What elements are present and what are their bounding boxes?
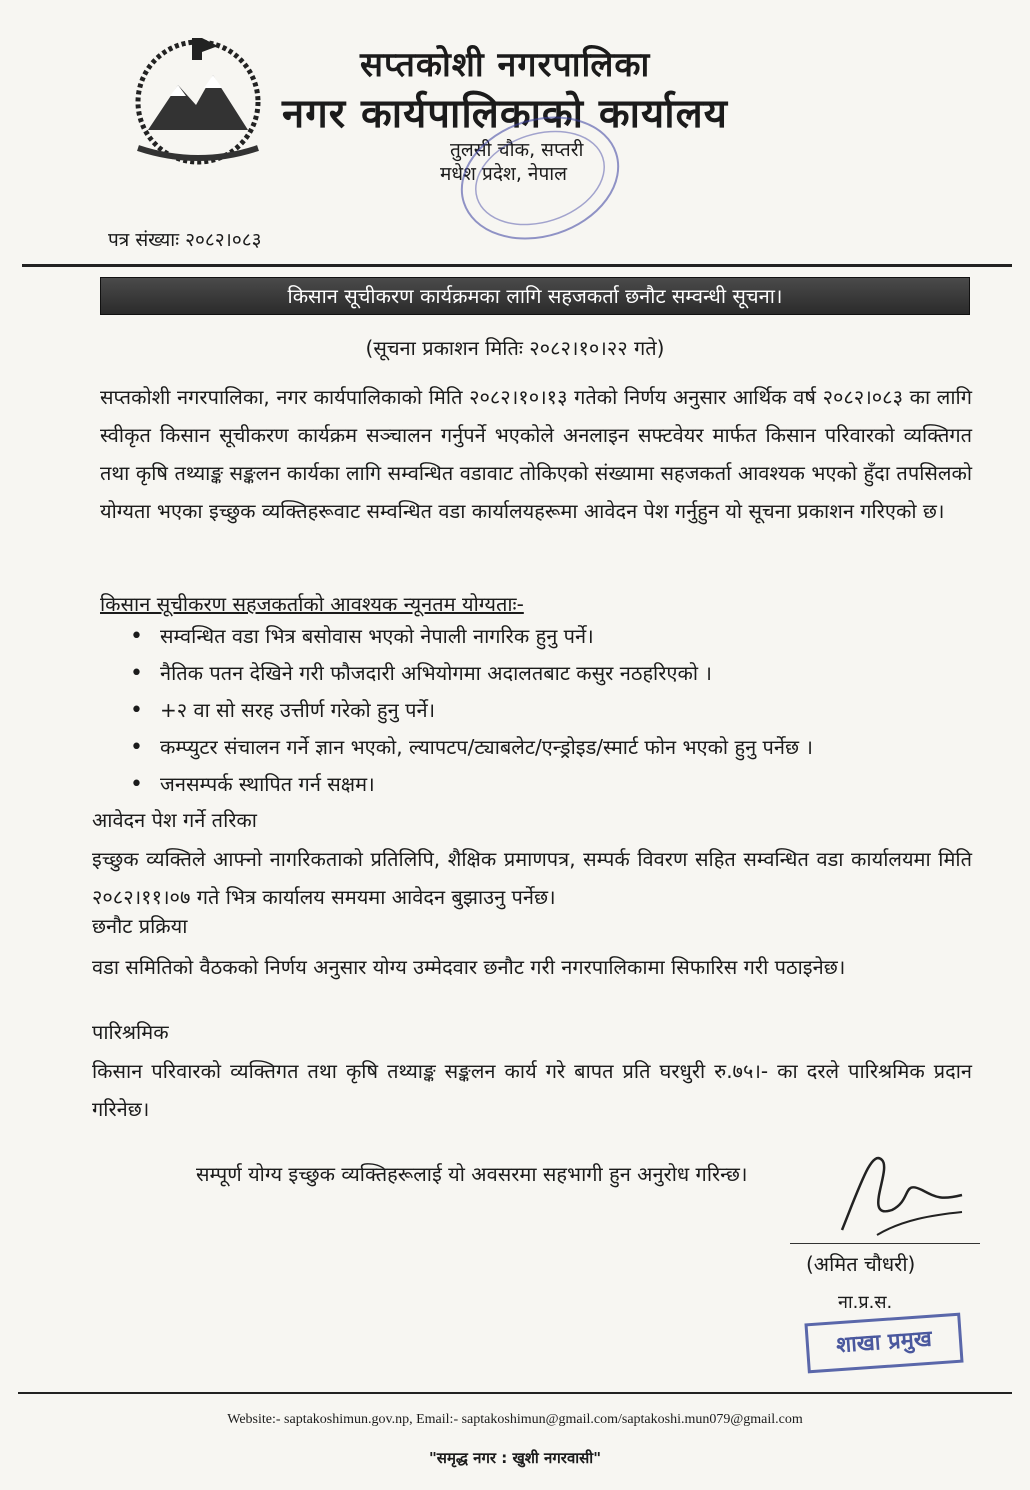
signature-line	[790, 1243, 980, 1244]
publication-date: (सूचना प्रकाशन मितिः २०८२।१०।२२ गते)	[365, 336, 665, 360]
government-emblem-icon	[118, 30, 278, 170]
address-line-1: तुलसी चौक, सप्तरी	[450, 139, 584, 161]
office-name: नगर कार्यपालिकाको कार्यालय	[282, 91, 728, 137]
section-head-stamp: शाखा प्रमुख	[804, 1313, 963, 1374]
letter-number: पत्र संख्याः २०८२।०८३	[108, 229, 262, 251]
list-item: • नैतिक पतन देखिने गरी फौजदारी अभियोगमा अदालतबाट कसुर नठहरिएको ।	[130, 655, 990, 692]
org-name: सप्तकोशी नगरपालिका	[360, 45, 651, 85]
list-item: • सम्वन्धित वडा भित्र बसोवास भएको नेपाली नागरिक हुनु पर्ने।	[130, 618, 990, 655]
remuneration-text: किसान परिवारको व्यक्तिगत तथा कृषि तथ्याङ्क सङ्कलन कार्य गरे बापत प्रति घरधुरी रु.७५।- का दरले पारिश्रमिक प्रदान गरिनेछ।	[92, 1059, 972, 1121]
selection-text: वडा समितिको वैठकको निर्णय अनुसार योग्य उम्मेदवार छनौट गरी नगरपालिकामा सिफारिस गरी पठाइनेछ।	[92, 955, 846, 979]
application-heading: आवेदन पेश गर्ने तरिका	[92, 808, 257, 832]
intro-paragraph: सप्तकोशी नगरपालिका, नगर कार्यपालिकाको मिति २०८२।१०।१३ गतेको निर्णय अनुसार आर्थिक वर्ष २०८२।०८३ का लागि स्वीकृत किसान सूचीकरण कार्यक्रम सञ्चालन गर्नुपर्ने भएकोले अनलाइन सफ्टवेयर मार्फत किसान परिवारको व्यक्तिगत तथा कृषि तथ्याङ्क सङ्कलन कार्यका लागि सम्वन्धित वडावाट तोकिएको संख्यामा सहजकर्ता आवश्यक भएको हुँदा तपसिलको योग्यता भएका इच्छुक व्यक्तिहरूवाट सम्वन्धित वडा कार्यालयहरूमा आवेदन पेश गर्नुहुन यो सूचना प्रकाशन गरिएको छ।	[100, 385, 972, 523]
signature-icon	[822, 1140, 972, 1245]
selection-heading: छनौट प्रक्रिया	[92, 914, 188, 938]
address-line-2: मधेश प्रदेश, नेपाल	[440, 163, 568, 185]
requirements-heading: किसान सूचीकरण सहजकर्ताको आवश्यक न्यूनतम योग्यताः-	[100, 592, 524, 616]
list-item: • +२ वा सो सरह उत्तीर्ण गरेको हुनु पर्ने।	[130, 692, 990, 729]
office-seal-icon	[440, 108, 640, 248]
list-item: • कम्प्युटर संचालन गर्ने ज्ञान भएको, ल्यापटप/ट्याबलेट/एन्ड्रोइड/स्मार्ट फोन भएको हुनु पर्नेछ ।	[130, 729, 990, 766]
application-text: इच्छुक व्यक्तिले आफ्नो नागरिकताको प्रतिलिपि, शैक्षिक प्रमाणपत्र, सम्पर्क विवरण सहित सम्वन्धित वडा कार्यालयमा मिति २०८२।११।०७ गते भित्र कार्यालय समयमा आवेदन बुझाउनु पर्नेछ।	[92, 847, 972, 909]
header-divider	[22, 264, 1012, 267]
closing-request: सम्पूर्ण योग्य इच्छुक व्यक्तिहरूलाई यो अवसरमा सहभागी हुन अनुरोध गरिन्छ।	[196, 1162, 748, 1186]
signer-name: (अमित चौधरी)	[806, 1252, 916, 1276]
list-item: • जनसम्पर्क स्थापित गर्न सक्षम।	[130, 766, 990, 803]
notice-title: किसान सूचीकरण कार्यक्रमका लागि सहजकर्ता छनौट सम्वन्धी सूचना।	[100, 277, 970, 315]
footer-slogan: "समृद्ध नगर : खुशी नगरवासी"	[428, 1449, 602, 1467]
footer-divider	[18, 1392, 1012, 1394]
signer-designation: ना.प्र.स.	[838, 1292, 893, 1313]
requirements-list	[130, 618, 990, 803]
footer-contact: Website:- saptakoshimun.gov.np, Email:- saptakoshimun@gmail.com/saptakoshi.mun079@gmail.com	[227, 1412, 803, 1427]
remuneration-heading: पारिश्रमिक	[92, 1020, 169, 1044]
